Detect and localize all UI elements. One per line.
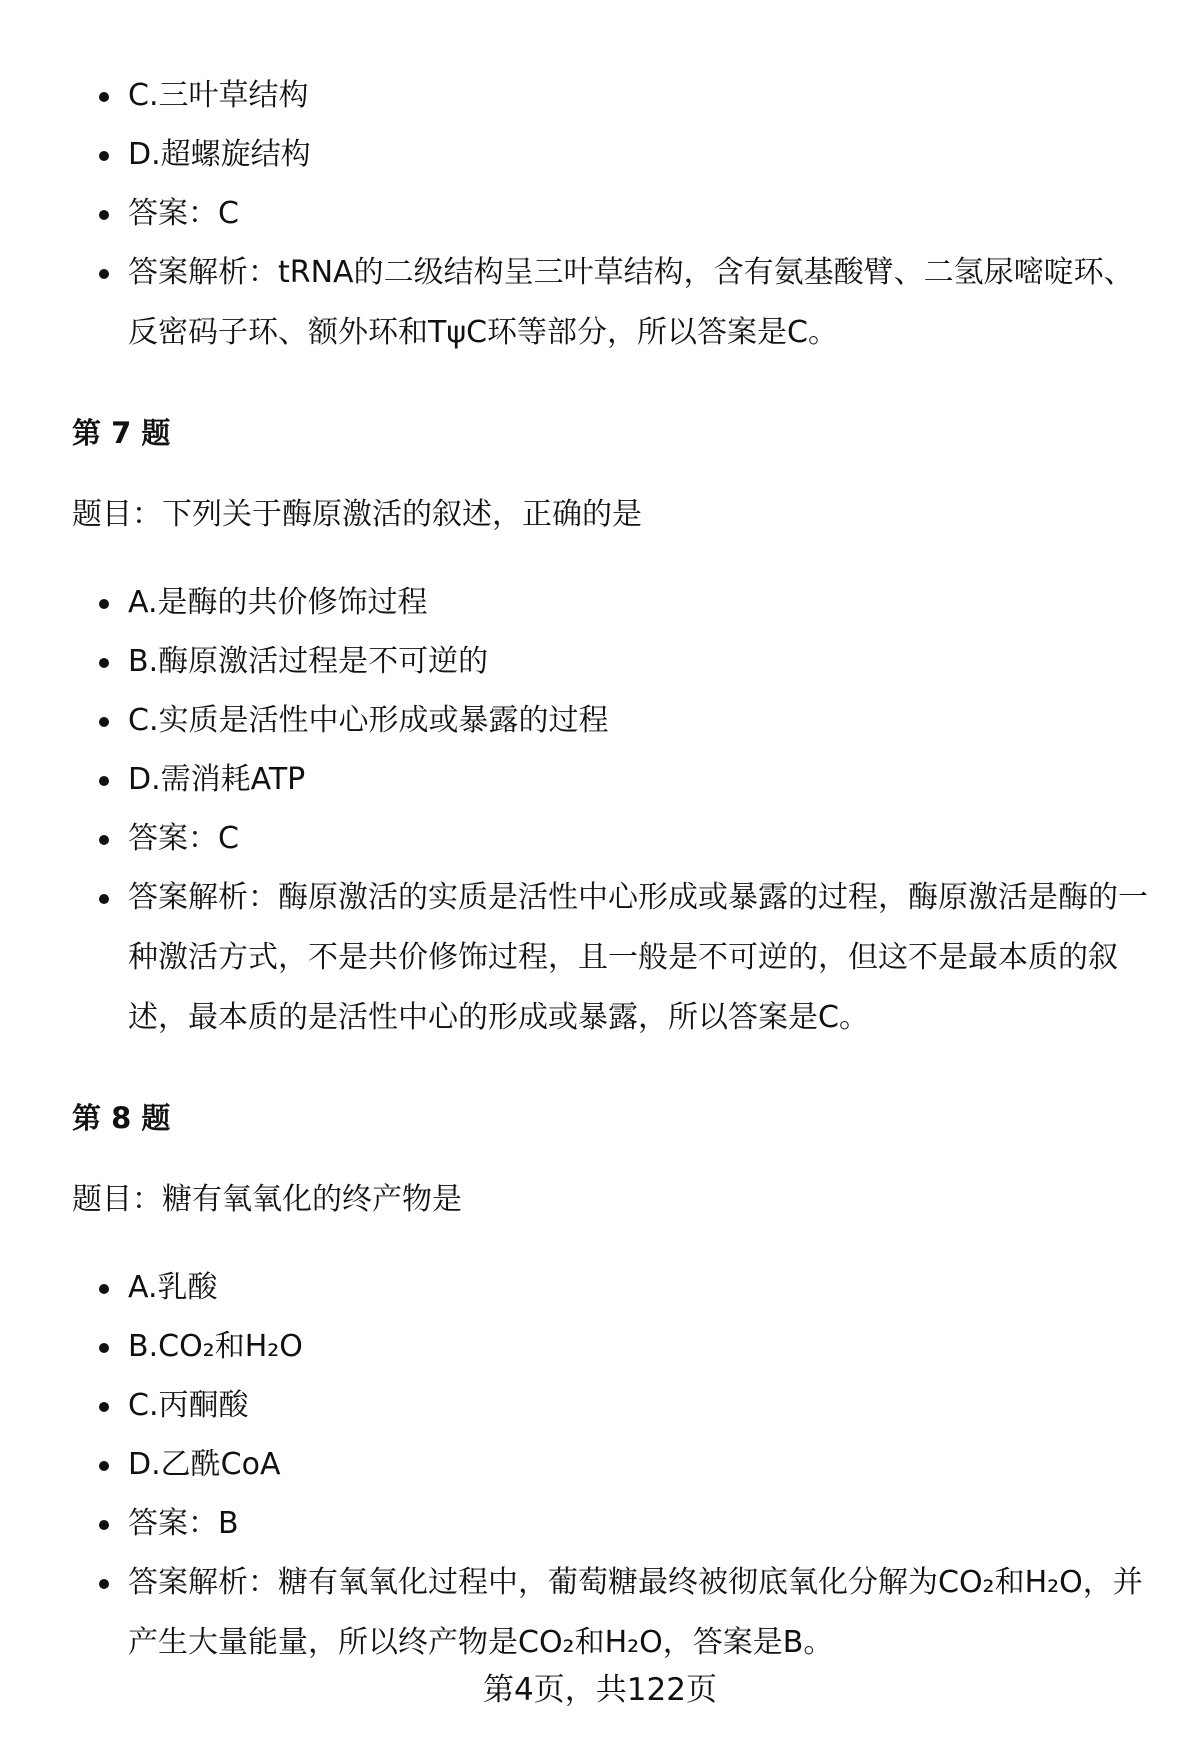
answer-explanation: 答案解析：酶原激活的实质是活性中心形成或暴露的过程，酶原激活是酶的一种激活方式，不是共价修饰过程，且一般是不可逆的，但这不是最本质的叙述，最本质的是活性中心的形成或暴露，所以答案是C。 (72, 868, 1162, 1048)
option-c: C.丙酮酸 (72, 1376, 1162, 1435)
option-d: D.需消耗ATP (72, 750, 1162, 809)
q6-options-list (72, 66, 1162, 363)
option-a: A.乳酸 (72, 1258, 1162, 1317)
question-8-heading: 第 8 题 (72, 1101, 171, 1135)
question-7-text: 题目：下列关于酶原激活的叙述，正确的是 (72, 497, 642, 532)
q8-options-list (72, 1258, 1162, 1673)
answer-explanation: 答案解析：tRNA的二级结构呈三叶草结构，含有氨基酸臂、二氢尿嘧啶环、反密码子环、额外环和TψC环等部分，所以答案是C。 (72, 243, 1162, 363)
answer: 答案：C (72, 184, 1162, 243)
question-8-text: 题目：糖有氧氧化的终产物是 (72, 1182, 462, 1217)
option-d: D.超螺旋结构 (72, 125, 1162, 184)
option-b: B.酶原激活过程是不可逆的 (72, 632, 1162, 691)
answer: 答案：B (72, 1494, 1162, 1553)
option-c: C.实质是活性中心形成或暴露的过程 (72, 691, 1162, 750)
answer-explanation: 答案解析：糖有氧氧化过程中，葡萄糖最终被彻底氧化分解为CO₂和H₂O，并产生大量能量，所以终产物是CO₂和H₂O，答案是B。 (72, 1553, 1162, 1673)
answer: 答案：C (72, 809, 1162, 868)
option-c: C.三叶草结构 (72, 66, 1162, 125)
page-content (72, 66, 1162, 1673)
page-number-footer: 第4页，共122页 (483, 1672, 717, 1708)
q7-options-list (72, 573, 1162, 1048)
option-d: D.乙酰CoA (72, 1435, 1162, 1494)
option-b: B.CO₂和H₂O (72, 1317, 1162, 1376)
option-a: A.是酶的共价修饰过程 (72, 573, 1162, 632)
question-7-heading: 第 7 题 (72, 416, 171, 450)
